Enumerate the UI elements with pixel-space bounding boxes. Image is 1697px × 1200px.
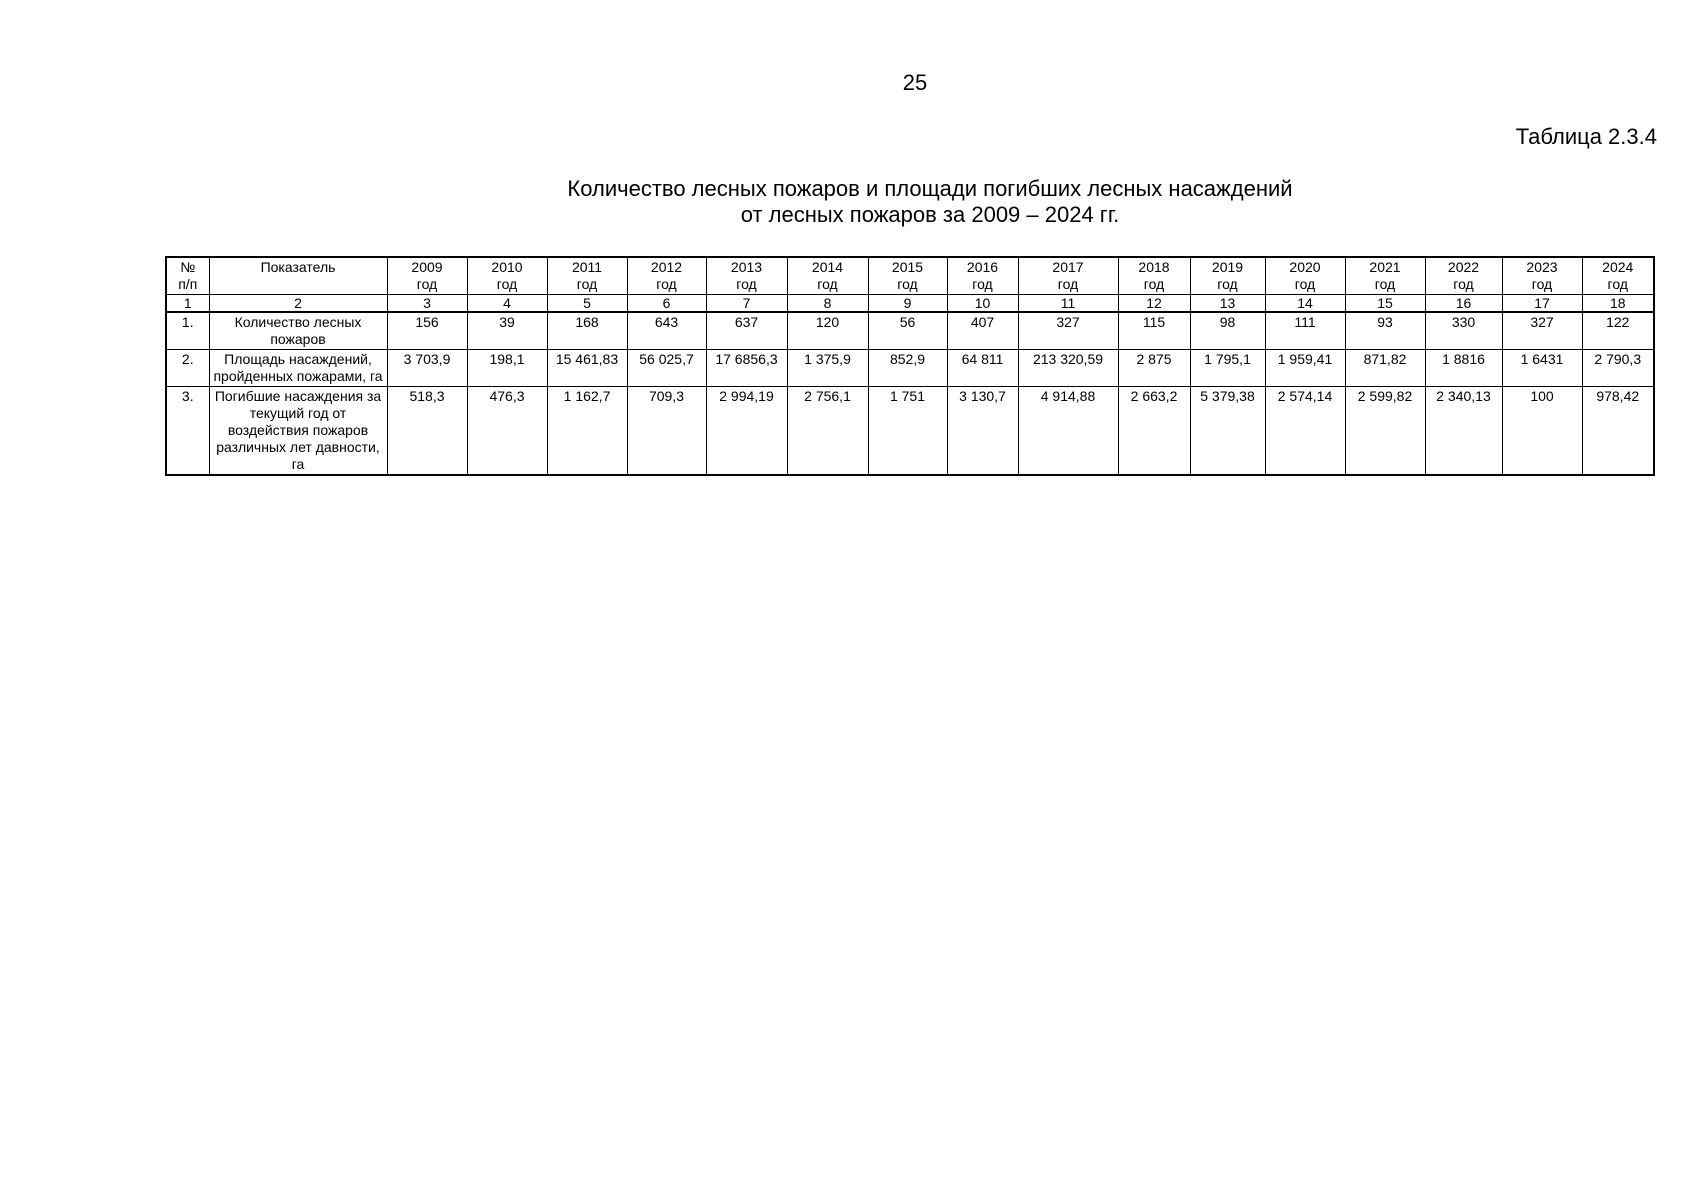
table-cell: 100 xyxy=(1502,387,1582,476)
table-cell: 327 xyxy=(1018,312,1118,350)
table-cell: 518,3 xyxy=(387,387,467,476)
table-cell: 17 6856,3 xyxy=(706,350,787,387)
column-number: 14 xyxy=(1265,295,1345,313)
header-row xyxy=(166,257,1654,295)
table-row xyxy=(166,312,1654,350)
header-year: 2012 год xyxy=(627,257,706,295)
table-cell: 709,3 xyxy=(627,387,706,476)
table-cell: 643 xyxy=(627,312,706,350)
column-number: 6 xyxy=(627,295,706,313)
row-num: 3. xyxy=(166,387,209,476)
header-year: 2011 год xyxy=(547,257,627,295)
table-label: Таблица 2.3.4 xyxy=(1515,124,1657,149)
table-cell: 115 xyxy=(1118,312,1190,350)
header-year: 2020 год xyxy=(1265,257,1345,295)
table-cell: 156 xyxy=(387,312,467,350)
table-cell: 2 574,14 xyxy=(1265,387,1345,476)
header-year: 2019 год xyxy=(1190,257,1265,295)
column-number: 11 xyxy=(1018,295,1118,313)
table-cell: 198,1 xyxy=(467,350,547,387)
header-year: 2013 год xyxy=(706,257,787,295)
header-indicator: Показатель xyxy=(209,257,387,295)
row-indicator: Площадь насаждений, пройденных пожарами, га xyxy=(209,350,387,387)
table-cell: 168 xyxy=(547,312,627,350)
table-cell: 5 379,38 xyxy=(1190,387,1265,476)
header-year: 2010 год xyxy=(467,257,547,295)
table-cell: 852,9 xyxy=(868,350,947,387)
column-number: 1 xyxy=(166,295,209,313)
column-number: 13 xyxy=(1190,295,1265,313)
table-cell: 15 461,83 xyxy=(547,350,627,387)
header-num: № п/п xyxy=(166,257,209,295)
table-cell: 122 xyxy=(1582,312,1654,350)
column-number: 2 xyxy=(209,295,387,313)
table-cell: 64 811 xyxy=(947,350,1018,387)
column-number: 12 xyxy=(1118,295,1190,313)
row-num: 1. xyxy=(166,312,209,350)
table-cell: 1 959,41 xyxy=(1265,350,1345,387)
document-title xyxy=(430,176,1430,228)
column-number: 8 xyxy=(787,295,868,313)
table-cell: 2 756,1 xyxy=(787,387,868,476)
table-cell: 1 8816 xyxy=(1425,350,1502,387)
table-cell: 871,82 xyxy=(1345,350,1425,387)
table-cell: 1 751 xyxy=(868,387,947,476)
column-number: 4 xyxy=(467,295,547,313)
table-cell: 98 xyxy=(1190,312,1265,350)
table-cell: 3 130,7 xyxy=(947,387,1018,476)
title-line-1: Количество лесных пожаров и площади погибших лесных насаждений xyxy=(567,176,1293,201)
table-cell: 56 xyxy=(868,312,947,350)
table-row xyxy=(166,350,1654,387)
column-number: 9 xyxy=(868,295,947,313)
header-year: 2018 год xyxy=(1118,257,1190,295)
column-number: 17 xyxy=(1502,295,1582,313)
table-cell: 637 xyxy=(706,312,787,350)
table-cell: 1 795,1 xyxy=(1190,350,1265,387)
header-year: 2021 год xyxy=(1345,257,1425,295)
table-cell: 120 xyxy=(787,312,868,350)
table-cell: 56 025,7 xyxy=(627,350,706,387)
header-year: 2009 год xyxy=(387,257,467,295)
row-indicator: Погибшие насаждения за текущий год от воздействия пожаров различных лет давности, га xyxy=(209,387,387,476)
table-cell: 2 599,82 xyxy=(1345,387,1425,476)
table-cell: 327 xyxy=(1502,312,1582,350)
table-cell: 2 875 xyxy=(1118,350,1190,387)
column-number: 5 xyxy=(547,295,627,313)
page-number: 25 xyxy=(902,70,928,95)
table-cell: 476,3 xyxy=(467,387,547,476)
table-cell: 111 xyxy=(1265,312,1345,350)
header-year: 2016 год xyxy=(947,257,1018,295)
table-cell: 1 375,9 xyxy=(787,350,868,387)
table-cell: 3 703,9 xyxy=(387,350,467,387)
table-cell: 4 914,88 xyxy=(1018,387,1118,476)
column-number: 10 xyxy=(947,295,1018,313)
table-cell: 330 xyxy=(1425,312,1502,350)
table-cell: 2 340,13 xyxy=(1425,387,1502,476)
table-cell: 1 6431 xyxy=(1502,350,1582,387)
row-num: 2. xyxy=(166,350,209,387)
table-cell: 407 xyxy=(947,312,1018,350)
header-year: 2017 год xyxy=(1018,257,1118,295)
row-indicator: Количество лесных пожаров xyxy=(209,312,387,350)
header-year: 2015 год xyxy=(868,257,947,295)
header-year: 2024 год xyxy=(1582,257,1654,295)
table-cell: 2 790,3 xyxy=(1582,350,1654,387)
table-cell: 213 320,59 xyxy=(1018,350,1118,387)
table-cell: 1 162,7 xyxy=(547,387,627,476)
title-line-2: от лесных пожаров за 2009 – 2024 гг. xyxy=(740,202,1120,227)
header-year: 2014 год xyxy=(787,257,868,295)
table-cell: 978,42 xyxy=(1582,387,1654,476)
table-cell: 93 xyxy=(1345,312,1425,350)
table-cell: 39 xyxy=(467,312,547,350)
table-cell: 2 994,19 xyxy=(706,387,787,476)
column-number-row xyxy=(166,295,1654,313)
column-number: 3 xyxy=(387,295,467,313)
header-year: 2022 год xyxy=(1425,257,1502,295)
column-number: 18 xyxy=(1582,295,1654,313)
forest-fires-table xyxy=(165,256,1655,476)
column-number: 7 xyxy=(706,295,787,313)
column-number: 16 xyxy=(1425,295,1502,313)
column-number: 15 xyxy=(1345,295,1425,313)
table-cell: 2 663,2 xyxy=(1118,387,1190,476)
table-row xyxy=(166,387,1654,476)
header-year: 2023 год xyxy=(1502,257,1582,295)
